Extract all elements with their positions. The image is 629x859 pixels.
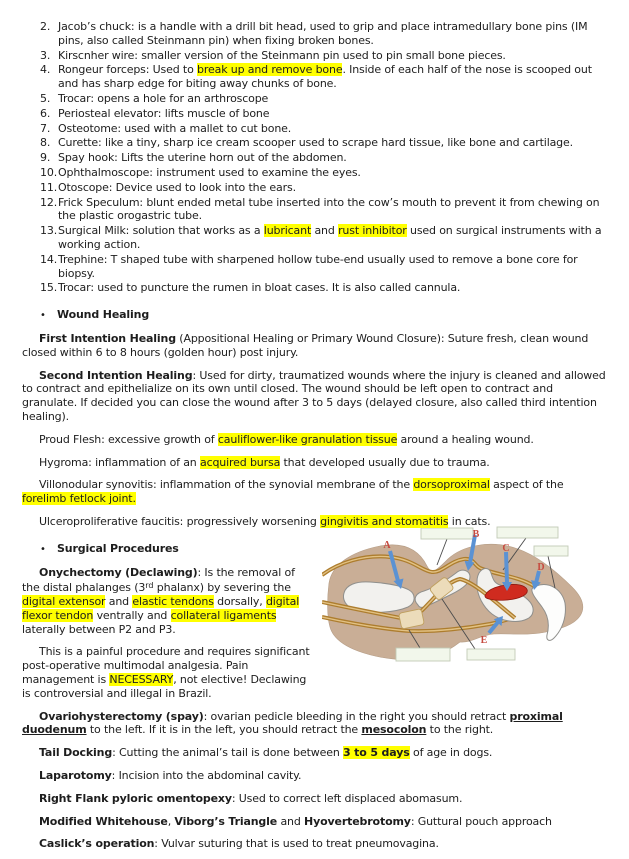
- list-item-number: 6.: [40, 106, 51, 120]
- text-run: , not elective! Declawing is controversial and illegal in Brazil.: [22, 673, 307, 700]
- figure-label-d: D: [537, 561, 545, 573]
- list-item-number: 3.: [40, 48, 51, 62]
- list-item-number: 14.: [40, 252, 58, 266]
- list-item: [22, 122, 607, 136]
- text-run: Spay hook: Lifts the uterine horn out of the abdomen.: [58, 151, 347, 165]
- highlighted-text: elastic tendons: [132, 595, 214, 609]
- text-run: Laparotomy: [39, 769, 112, 783]
- section-heading: [22, 308, 607, 323]
- highlighted-text: 3 to 5 days: [343, 746, 410, 760]
- text-run: Onychectomy (Declawing): [39, 565, 198, 579]
- text-run: (Appositional Healing or Primary Wound Closure): Suture fresh, clean wound closed within 6 to 8 hours (golden hour) post injury.: [22, 331, 589, 359]
- text-run: First Intention Healing: [39, 331, 176, 345]
- list-item: [22, 281, 607, 295]
- text-run: Curette: like a tiny, sharp ice cream scooper used to scrape hard tissue, like bone and cartilage.: [58, 136, 573, 150]
- highlighted-text: NECESSARY: [109, 673, 174, 687]
- list-item: [22, 151, 607, 165]
- text-run: Modified Whitehouse: [39, 814, 168, 828]
- text-run: Hyovertebrotomy: [304, 814, 411, 828]
- text-run: around a healing wound.: [397, 432, 534, 446]
- list-item-text: [58, 63, 607, 91]
- label-box-4: [396, 648, 450, 661]
- bullet-icon: •: [40, 310, 46, 322]
- bullet-icon: •: [40, 543, 46, 555]
- text-run: Villonodular synovitis: inflammation of the synovial membrane of the: [39, 478, 414, 492]
- text-run: : Cutting the animal’s tail is done between: [112, 746, 343, 760]
- highlighted-text: acquired bursa: [199, 455, 281, 469]
- list-item-text: [58, 281, 607, 295]
- text-run: Trephine: T shaped tube with sharpened hollow tube-end usually used to remove a bone core for biopsy.: [58, 252, 578, 280]
- text-run: and: [277, 814, 305, 828]
- figure-label-e: E: [480, 634, 488, 646]
- highlighted-text: rust inhibitor: [338, 224, 407, 238]
- highlighted-text: lubricant: [263, 224, 312, 238]
- list-item-text: [58, 166, 607, 180]
- list-item: [22, 224, 607, 252]
- text-run: Rongeur forceps: Used to: [58, 63, 198, 77]
- list-item-text: [58, 136, 607, 150]
- list-item: [22, 253, 607, 281]
- list-item-text: [58, 253, 607, 281]
- list-item: [22, 181, 607, 195]
- label-box-2: [497, 527, 558, 538]
- figure-label-b: B: [472, 528, 480, 540]
- list-item-text: [58, 181, 607, 195]
- text-run: Hygroma: inflammation of an: [39, 455, 200, 469]
- text-run: Surgical Milk: solution that works as a: [58, 224, 264, 238]
- paragraph: [22, 837, 607, 851]
- highlighted-text: forelimb fetlock joint.: [22, 492, 136, 506]
- list-item-text: [58, 49, 607, 63]
- figure-label-c: C: [502, 542, 510, 554]
- list-item-number: 4.: [40, 63, 51, 77]
- text-run: Trocar: used to puncture the rumen in bloat cases. It is also called cannula.: [58, 281, 461, 295]
- list-item-number: 5.: [40, 91, 51, 105]
- text-run: Jacob’s chuck: is a handle with a drill bit head, used to grip and place intramedullary bone pins (IM pins, also called Steinmann pin) when fixing broken bones.: [58, 20, 588, 47]
- text-run: : Used to correct left displaced abomasum.: [231, 791, 463, 805]
- list-item-number: 8.: [40, 136, 51, 150]
- text-run: This is a painful procedure and requires significant post-operative multimodal analgesia. Pain management is: [22, 645, 310, 687]
- section-heading-text: Surgical Procedures: [57, 541, 179, 555]
- text-run: : Used for dirty, traumatized wounds where the injury is cleaned and allowed to contract and epithelialize on its own until closed. The wound should be left open to contract and granulate. If decided you can close the wound after 3 to 5 days (delayed closure, also called third intention healing).: [22, 368, 606, 423]
- label-box-1: [421, 528, 473, 539]
- paragraph: [22, 332, 607, 360]
- text-run: ventrally and: [93, 608, 171, 622]
- list-item-number: 12.: [40, 195, 58, 209]
- text-run: Ophthalmoscope: instrument used to examine the eyes.: [58, 165, 361, 179]
- text-run: of age in dogs.: [409, 746, 493, 760]
- text-run: in cats.: [448, 514, 491, 528]
- list-item: [22, 49, 607, 63]
- list-item-text: [58, 122, 607, 136]
- text-run: Frick Speculum: blunt ended metal tube inserted into the cow’s mouth to prevent it from chewing on the plastic orogastric tube.: [58, 195, 600, 223]
- list-item-text: [58, 20, 607, 48]
- paragraph: [22, 792, 607, 806]
- text-run: used on surgical instruments with a working action.: [58, 224, 602, 251]
- text-run: Osteotome: used with a mallet to cut bone.: [58, 121, 292, 135]
- text-run: Kirscnher wire: smaller version of the Steinmann pin used to pin small bone pieces.: [58, 48, 506, 62]
- text-run: : Is the removal of the distal phalanges (3: [22, 565, 295, 595]
- highlighted-text: digital flexor tendon: [22, 595, 300, 622]
- claw-diagram-svg: [322, 521, 607, 679]
- text-run: : ovarian pedicle bleeding in the right you should retract: [203, 709, 510, 723]
- paragraph: [22, 815, 607, 829]
- highlighted-text: cauliflower-like granulation tissue: [217, 432, 398, 446]
- text-run: and: [105, 595, 133, 609]
- paragraph: [22, 710, 607, 738]
- text-run: ,: [167, 814, 175, 828]
- text-run: Second Intention Healing: [39, 368, 193, 382]
- list-item: [22, 107, 607, 121]
- anatomy-figure: [322, 521, 607, 679]
- text-run: that developed usually due to trauma.: [280, 455, 490, 469]
- list-item: [22, 63, 607, 91]
- text-run: Ulceroproliferative faucitis: progressively worsening: [39, 514, 321, 528]
- list-item-number: 9.: [40, 151, 51, 165]
- text-run: Proud Flesh: excessive growth of: [39, 432, 218, 446]
- text-run: Periosteal elevator: lifts muscle of bone: [58, 106, 270, 120]
- list-item-number: 15.: [40, 281, 58, 295]
- text-run: and: [311, 224, 339, 238]
- list-item: [22, 92, 607, 106]
- text-run: to the left. If it is in the left, you should retract the: [86, 723, 362, 737]
- text-run: aspect of the: [489, 478, 564, 492]
- list-item: [22, 136, 607, 150]
- list-item-number: 13.: [40, 224, 58, 238]
- paragraph: [22, 433, 607, 447]
- text-run: phalanx) by severing the: [153, 581, 291, 595]
- paragraph: [22, 478, 607, 506]
- text-run: Caslick’s operation: [39, 837, 155, 851]
- text-run: Tail Docking: [39, 746, 113, 760]
- highlighted-text: digital extensor: [22, 595, 106, 609]
- text-run: Ovariohysterectomy (spay): [39, 709, 204, 723]
- text-run: dorsally,: [213, 595, 266, 609]
- text-run: Right Flank pyloric omentopexy: [39, 791, 232, 805]
- label-box-5: [467, 649, 515, 660]
- text-run: mesocolon: [361, 723, 427, 737]
- highlighted-text: break up and remove bone: [197, 63, 343, 77]
- paragraph: [22, 369, 607, 424]
- text-run: : Incision into the abdominal cavity.: [111, 769, 302, 783]
- text-run: Otoscope: Device used to look into the ears.: [58, 180, 296, 194]
- text-run: rd: [145, 581, 154, 591]
- list-item-text: [58, 196, 607, 224]
- list-item-number: 10.: [40, 165, 58, 179]
- highlighted-text: collateral ligaments: [170, 608, 277, 622]
- label-box-3: [534, 546, 568, 556]
- list-item: [22, 196, 607, 224]
- section-heading-text: Wound Healing: [57, 308, 150, 322]
- text-run: : Vulvar suturing that is used to treat pneumovagina.: [154, 837, 439, 851]
- figure-label-a: A: [383, 539, 391, 551]
- list-item-number: 7.: [40, 121, 51, 135]
- text-run: Trocar: opens a hole for an arthroscope: [58, 91, 269, 105]
- list-item-text: [58, 107, 607, 121]
- text-run: to the right.: [426, 723, 494, 737]
- text-run: Viborg’s Triangle: [174, 814, 278, 828]
- text-run: . Inside of each half of the nose is scooped out and has sharp edge for biting away chunks of bone.: [58, 63, 592, 91]
- text-run: : Guttural pouch approach: [410, 814, 552, 828]
- paragraph: [22, 769, 607, 783]
- list-item-number: 2.: [40, 20, 51, 33]
- highlighted-text: gingivitis and stomatitis: [320, 514, 449, 528]
- paragraph: [22, 746, 607, 760]
- text-run: laterally between P2 and P3.: [22, 622, 176, 636]
- list-item-number: 11.: [40, 180, 58, 194]
- text-run: proximal duodenum: [22, 709, 563, 737]
- list-item-text: [58, 224, 607, 252]
- list-item-text: [58, 151, 607, 165]
- paragraph: [22, 456, 607, 470]
- list-item: [22, 20, 607, 48]
- highlighted-text: dorsoproximal: [413, 478, 490, 492]
- list-item: [22, 166, 607, 180]
- list-item-text: [58, 92, 607, 106]
